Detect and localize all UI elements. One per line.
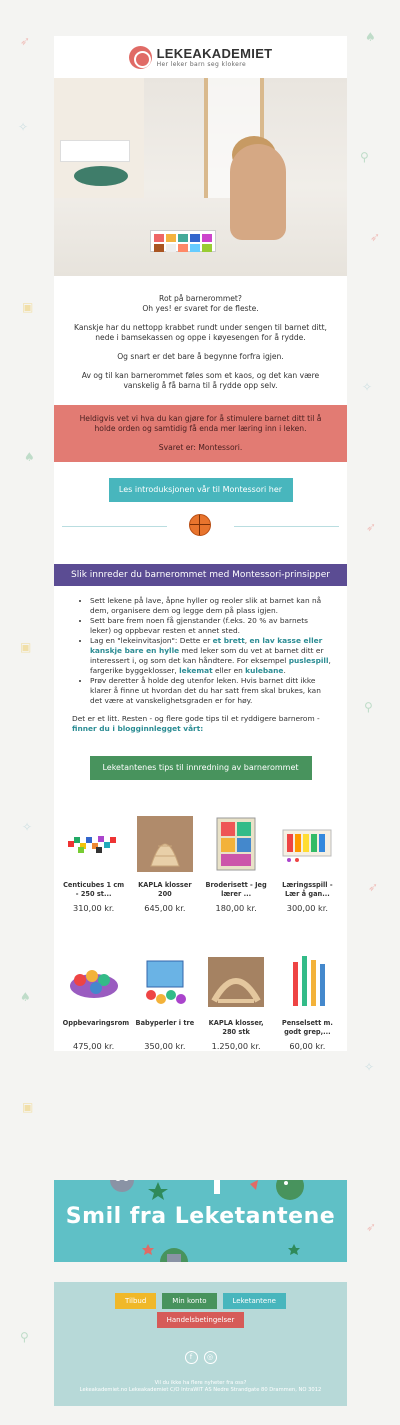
product-card[interactable] bbox=[63, 813, 125, 913]
play-food-link[interactable]: lekemat bbox=[179, 666, 213, 675]
dino-icon: ♠ bbox=[365, 30, 376, 44]
intro-paragraph: Kanskje har du nettopp krabbet rundt under sengen til barnet ditt, nede i bamsekassen og oppe i køyesengen for å rydde. bbox=[74, 323, 327, 342]
rocket-icon: ➶ bbox=[370, 230, 381, 244]
smile-banner[interactable] bbox=[54, 1180, 347, 1262]
star-icon: ✧ bbox=[362, 380, 373, 394]
product-price: 645,00 kr. bbox=[144, 903, 186, 913]
star-icon: ✧ bbox=[364, 1060, 375, 1074]
product-card[interactable] bbox=[134, 951, 196, 1051]
intro-paragraph: Av og til kan barnerommet føles som et kaos, og det kan være vanskelig å få barna til å rydde opp selv. bbox=[81, 371, 320, 390]
robot-icon: ▣ bbox=[22, 1100, 34, 1114]
product-image[interactable] bbox=[134, 951, 196, 1013]
intro-line: Rot på barnerommet? bbox=[159, 294, 242, 303]
follow-text: Det er et litt. Resten - og flere gode tips til et ryddigere barnerom - finner du i blogginnlegget vårt: bbox=[72, 714, 320, 733]
tip-item: • Lag en "lekeinvitasjon": Dette er et brett, en lav kasse eller kanskje bare en hylle med leker som du vet at barnet ditt er interessert i, og som det kan håndtere. For eksempel puslespill, fargerike byggeklosser, lekemat eller en kulebane. bbox=[90, 636, 331, 676]
section-title: Slik innreder du barnerommet med Montessori-prinsipper bbox=[54, 564, 347, 586]
low-box-link[interactable]: en lav kasse eller kanskje bare en hylle bbox=[90, 636, 323, 655]
product-image[interactable] bbox=[134, 813, 196, 875]
product-card[interactable] bbox=[205, 813, 267, 913]
product-price: 300,00 kr. bbox=[286, 903, 328, 913]
rocket-icon: ➶ bbox=[366, 520, 377, 534]
microscope-icon: ⚲ bbox=[20, 1330, 29, 1344]
basketball-icon bbox=[189, 514, 211, 536]
product-image[interactable] bbox=[276, 813, 338, 875]
product-price: 350,00 kr. bbox=[144, 1041, 186, 1051]
product-name[interactable]: Broderisett - Jeg lærer ... bbox=[205, 881, 267, 898]
banner-title: Smil fra Leketantene bbox=[65, 1204, 336, 1229]
leketantene-button[interactable]: Leketantene bbox=[223, 1293, 286, 1309]
product-row bbox=[54, 813, 347, 913]
offers-button[interactable]: Tilbud bbox=[115, 1293, 156, 1309]
tray-link[interactable]: et brett bbox=[212, 636, 245, 645]
product-card[interactable] bbox=[62, 951, 130, 1051]
intro-paragraph: Og snart er det bare å begynne forfra igjen. bbox=[117, 352, 284, 361]
highlight-paragraph: Svaret er: Montessori. bbox=[158, 443, 243, 452]
product-card[interactable] bbox=[205, 951, 267, 1051]
instagram-icon[interactable]: ◎ bbox=[204, 1351, 217, 1364]
product-name[interactable]: Centicubes 1 cm - 250 st... bbox=[63, 881, 125, 898]
dino-icon: ♠ bbox=[24, 450, 35, 464]
tip-item: • Sett lekene på lave, åpne hyller og reoler slik at barnet kan nå dem, organisere dem og legge dem på plass igjen. bbox=[90, 596, 331, 616]
blog-link[interactable]: finner du i blogginnlegget vårt: bbox=[72, 724, 204, 733]
product-name[interactable]: Penselsett m. godt grep,... bbox=[281, 1019, 333, 1036]
header[interactable] bbox=[54, 36, 347, 78]
robot-icon: ▣ bbox=[22, 300, 34, 314]
terms-button[interactable]: Handelsbetingelser bbox=[157, 1312, 245, 1328]
product-image[interactable] bbox=[63, 813, 125, 875]
rocket-icon: ➶ bbox=[20, 34, 31, 48]
tip-item: • Sett bare frem noen få gjenstander (f.eks. 20 % av barnets leker) og oppbevar resten et annet sted. bbox=[90, 616, 331, 636]
divider bbox=[54, 502, 347, 540]
my-account-button[interactable]: Min konto bbox=[162, 1293, 216, 1309]
product-price: 180,00 kr. bbox=[215, 903, 257, 913]
dino-icon: ♠ bbox=[20, 990, 31, 1004]
product-image[interactable] bbox=[205, 813, 267, 875]
microscope-icon: ⚲ bbox=[364, 700, 373, 714]
product-image[interactable] bbox=[205, 951, 267, 1013]
highlight-paragraph: Heldigvis vet vi hva du kan gjøre for å stimulere barnet ditt til å holde orden og samtidig få enda mer læring inn i leken. bbox=[79, 414, 322, 433]
rocket-icon: ➶ bbox=[366, 1220, 377, 1234]
product-name[interactable]: KAPLA klosser 200 bbox=[138, 881, 192, 898]
product-card[interactable] bbox=[134, 813, 196, 913]
facebook-icon[interactable]: f bbox=[185, 1351, 198, 1364]
tip-item: • Prøv deretter å holde deg utenfor leken. Hvis barnet ditt ikke klarer å finne ut hvordan det du har satt frem skal brukes, kan det være at vanskelighetsgraden er for høy. bbox=[90, 676, 331, 706]
microscope-icon: ⚲ bbox=[360, 150, 369, 164]
puzzle-link[interactable]: puslespill bbox=[288, 656, 329, 665]
unsubscribe-text[interactable]: Vil du ikke ha flere nyheter fra oss? bbox=[154, 1380, 247, 1386]
product-name[interactable]: KAPLA klosser, 280 stk bbox=[208, 1019, 264, 1036]
rocket-icon: ➶ bbox=[368, 880, 379, 894]
highlight-box bbox=[54, 405, 347, 462]
hero-image[interactable] bbox=[54, 78, 347, 276]
company-address: Lekeakademiet.no Lekeakademiet C/O IntraWIT AS Nedre Strandgate 80 Drammen, NO 3012 bbox=[79, 1387, 322, 1393]
product-price: 1.250,00 kr. bbox=[211, 1041, 261, 1051]
logo-icon bbox=[129, 46, 152, 69]
intro-line: Oh yes! er svaret for de fleste. bbox=[142, 304, 259, 313]
brand-tagline: Her leker barn seg klokere bbox=[156, 60, 247, 68]
star-icon: ✧ bbox=[18, 120, 29, 134]
product-image[interactable] bbox=[63, 951, 125, 1013]
marble-run-link[interactable]: kulebane bbox=[245, 666, 284, 675]
email-container bbox=[54, 36, 347, 1051]
product-name[interactable]: Læringsspill - Lær å gan... bbox=[282, 881, 333, 898]
brand-name: LEKEAKADEMIET bbox=[156, 45, 273, 61]
intro-text bbox=[54, 276, 347, 405]
product-price: 310,00 kr. bbox=[73, 903, 115, 913]
product-price: 475,00 kr. bbox=[73, 1041, 115, 1051]
product-price: 60,00 kr. bbox=[289, 1041, 326, 1051]
product-name[interactable]: Oppbevaringsrom bbox=[62, 1019, 130, 1027]
tips-list bbox=[54, 586, 347, 706]
robot-icon: ▣ bbox=[20, 640, 32, 654]
product-image[interactable] bbox=[276, 951, 338, 1013]
product-card[interactable] bbox=[276, 951, 338, 1051]
footer bbox=[54, 1282, 347, 1406]
product-card[interactable] bbox=[276, 813, 338, 913]
product-name[interactable]: Babyperler i tre bbox=[135, 1019, 195, 1027]
product-row bbox=[54, 951, 347, 1051]
montessori-intro-button[interactable]: Les introduksjonen vår til Montessori her bbox=[109, 478, 293, 502]
star-icon: ✧ bbox=[22, 820, 33, 834]
tips-button[interactable]: Leketantenes tips til innredning av barnerommet bbox=[90, 756, 312, 780]
